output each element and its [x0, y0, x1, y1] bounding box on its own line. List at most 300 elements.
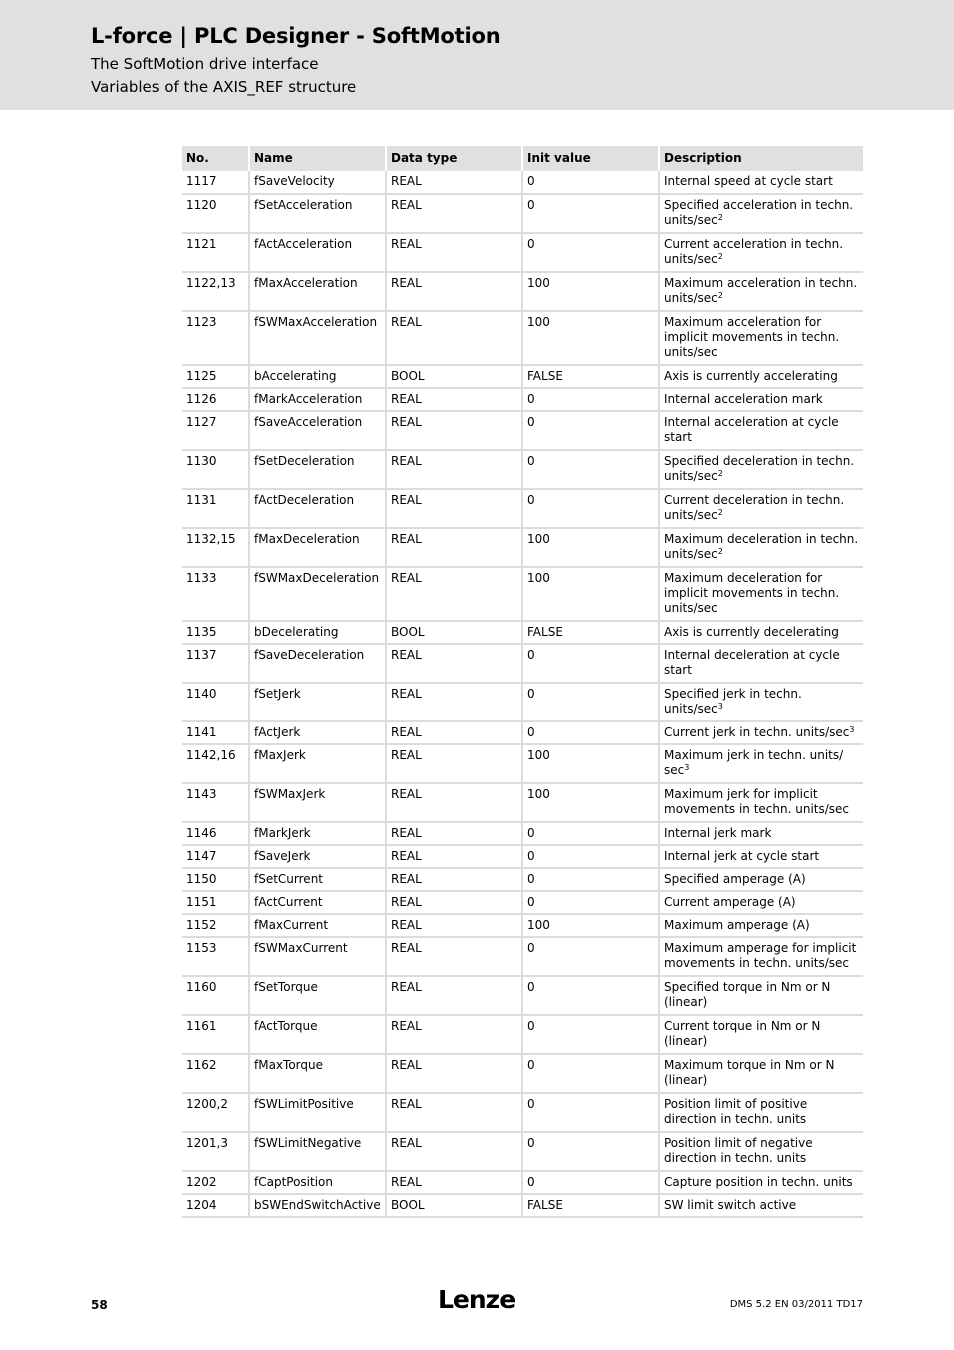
cell-description [659, 683, 863, 721]
cell-data-type-text: REAL [391, 1097, 422, 1111]
cell-name-text: fSWMaxAcceleration [254, 315, 378, 329]
cell-data-type-text: REAL [391, 826, 422, 840]
table-row [182, 171, 863, 194]
cell-name-text: fSaveAcceleration [254, 415, 363, 429]
cell-description [659, 450, 863, 489]
cell-no-text: 1123 [186, 315, 217, 329]
cell-name-text: fSetTorque [254, 980, 318, 994]
cell-init-value-text: 0 [527, 1097, 535, 1111]
cell-description-text: Specified acceleration in techn. units/sec [664, 198, 854, 227]
cell-no-text: 1204 [186, 1198, 217, 1212]
table-row [182, 644, 863, 683]
cell-name-text: fSWLimitPositive [254, 1097, 354, 1111]
cell-no-text: 1153 [186, 941, 217, 955]
cell-init-value [522, 489, 659, 528]
table-row [182, 822, 863, 845]
cell-no-text: 1141 [186, 725, 217, 739]
cell-data-type [386, 976, 522, 1015]
page-number: 58 [91, 1298, 108, 1312]
cell-description [659, 194, 863, 233]
cell-description [659, 1015, 863, 1054]
cell-init-value [522, 272, 659, 311]
cell-name-text: bAccelerating [254, 369, 337, 383]
cell-name-text: fSaveVelocity [254, 174, 335, 188]
cell-name [249, 621, 386, 644]
cell-name-text: fSetDeceleration [254, 454, 355, 468]
table-row [182, 845, 863, 868]
cell-description [659, 171, 863, 194]
cell-description-text: Maximum amperage (A) [664, 918, 810, 932]
cell-no-text: 1152 [186, 918, 217, 932]
cell-data-type [386, 365, 522, 388]
cell-data-type [386, 1132, 522, 1171]
cell-name-text: fActJerk [254, 725, 301, 739]
table-row [182, 450, 863, 489]
cell-data-type-text: REAL [391, 276, 422, 290]
cell-data-type [386, 311, 522, 365]
cell-no [182, 721, 249, 744]
cell-init-value [522, 937, 659, 976]
cell-data-type-text: REAL [391, 918, 422, 932]
cell-name-text: fMarkJerk [254, 826, 311, 840]
cell-description [659, 1132, 863, 1171]
cell-description-text: Internal jerk at cycle start [664, 849, 820, 863]
cell-description [659, 489, 863, 528]
cell-init-value [522, 450, 659, 489]
column-header-description: Description [659, 146, 863, 171]
cell-no [182, 644, 249, 683]
cell-data-type [386, 868, 522, 891]
cell-data-type [386, 411, 522, 450]
cell-name-text: fMaxDeceleration [254, 532, 360, 546]
cell-description [659, 1054, 863, 1093]
cell-name-text: bDecelerating [254, 625, 339, 639]
table-row [182, 194, 863, 233]
cell-init-value [522, 845, 659, 868]
cell-data-type [386, 1171, 522, 1194]
cell-init-value-text: 0 [527, 237, 535, 251]
cell-init-value-text: 0 [527, 198, 535, 212]
cell-description-text: Specified torque in Nm or N (linear) [664, 980, 831, 1009]
cell-data-type-text: REAL [391, 454, 422, 468]
cell-init-value-text: 0 [527, 725, 535, 739]
cell-name [249, 365, 386, 388]
cell-name [249, 914, 386, 937]
cell-init-value [522, 644, 659, 683]
cell-data-type-text: REAL [391, 392, 422, 406]
column-header-data-type: Data type [386, 146, 522, 171]
cell-data-type-text: REAL [391, 1058, 422, 1072]
cell-init-value-text: 0 [527, 1175, 535, 1189]
cell-init-value-text: 0 [527, 1058, 535, 1072]
cell-init-value-text: 100 [527, 315, 550, 329]
cell-description [659, 621, 863, 644]
cell-name-text: fActTorque [254, 1019, 318, 1033]
cell-no [182, 171, 249, 194]
cell-data-type [386, 489, 522, 528]
exponent-superscript: 2 [717, 213, 723, 222]
cell-init-value [522, 744, 659, 783]
exponent-superscript: 2 [717, 508, 723, 517]
cell-data-type [386, 644, 522, 683]
cell-name [249, 744, 386, 783]
cell-description-text: Maximum acceleration for implicit movements in techn. units/sec [664, 315, 840, 359]
cell-description [659, 914, 863, 937]
cell-name-text: fActAcceleration [254, 237, 353, 251]
cell-data-type [386, 914, 522, 937]
cell-name-text: fSWMaxJerk [254, 787, 326, 801]
cell-name [249, 1015, 386, 1054]
table-header-row [182, 146, 863, 171]
cell-init-value [522, 621, 659, 644]
cell-description-text: Internal speed at cycle start [664, 174, 833, 188]
cell-description [659, 644, 863, 683]
cell-data-type [386, 621, 522, 644]
cell-name-text: fActDeceleration [254, 493, 355, 507]
cell-description [659, 311, 863, 365]
cell-no [182, 683, 249, 721]
document-id: DMS 5.2 EN 03/2011 TD17 [729, 1299, 863, 1310]
cell-no [182, 1054, 249, 1093]
cell-data-type-text: REAL [391, 571, 422, 585]
table-row [182, 311, 863, 365]
cell-init-value [522, 311, 659, 365]
cell-name [249, 868, 386, 891]
cell-init-value-text: 0 [527, 415, 535, 429]
cell-description [659, 976, 863, 1015]
cell-init-value [522, 1054, 659, 1093]
cell-data-type-text: REAL [391, 648, 422, 662]
cell-init-value [522, 233, 659, 272]
cell-description-text: Internal jerk mark [664, 826, 772, 840]
table-row [182, 1054, 863, 1093]
cell-data-type-text: REAL [391, 1136, 422, 1150]
cell-init-value-text: 0 [527, 872, 535, 886]
cell-name [249, 1171, 386, 1194]
cell-name [249, 311, 386, 365]
cell-init-value-text: 0 [527, 849, 535, 863]
table-row [182, 489, 863, 528]
cell-init-value-text: 100 [527, 918, 550, 932]
cell-no-text: 1143 [186, 787, 217, 801]
cell-init-value-text: 0 [527, 174, 535, 188]
table-row [182, 1093, 863, 1132]
cell-no [182, 1171, 249, 1194]
cell-no [182, 822, 249, 845]
cell-description [659, 721, 863, 744]
table-row [182, 683, 863, 721]
cell-description [659, 411, 863, 450]
cell-name-text: bSWEndSwitchActive [254, 1198, 381, 1212]
table-row [182, 937, 863, 976]
cell-data-type-text: REAL [391, 493, 422, 507]
cell-no-text: 1126 [186, 392, 217, 406]
cell-data-type [386, 1093, 522, 1132]
table-row [182, 891, 863, 914]
table-row [182, 567, 863, 621]
table-row [182, 621, 863, 644]
cell-name-text: fSetJerk [254, 687, 301, 701]
cell-no [182, 272, 249, 311]
cell-description-text: Internal deceleration at cycle start [664, 648, 840, 677]
cell-no [182, 528, 249, 567]
cell-description [659, 1171, 863, 1194]
cell-name-text: fSWMaxDeceleration [254, 571, 380, 585]
cell-description-text: Current torque in Nm or N (linear) [664, 1019, 821, 1048]
cell-name-text: fActCurrent [254, 895, 323, 909]
cell-no [182, 744, 249, 783]
cell-name [249, 1132, 386, 1171]
cell-name [249, 388, 386, 411]
cell-no [182, 365, 249, 388]
table-body [182, 171, 863, 1217]
cell-init-value-text: 0 [527, 493, 535, 507]
cell-no-text: 1200,2 [186, 1097, 228, 1111]
cell-data-type [386, 822, 522, 845]
table-row [182, 272, 863, 311]
cell-description-text: Current deceleration in techn. units/sec [664, 493, 845, 522]
cell-name [249, 171, 386, 194]
cell-description [659, 744, 863, 783]
cell-name-text: fMarkAcceleration [254, 392, 363, 406]
cell-data-type-text: REAL [391, 315, 422, 329]
cell-no-text: 1133 [186, 571, 217, 585]
cell-data-type-text: REAL [391, 1019, 422, 1033]
cell-init-value [522, 528, 659, 567]
cell-data-type [386, 891, 522, 914]
cell-data-type [386, 683, 522, 721]
cell-no [182, 489, 249, 528]
cell-init-value-text: 0 [527, 648, 535, 662]
table-row [182, 868, 863, 891]
cell-data-type [386, 388, 522, 411]
table-row [182, 914, 863, 937]
cell-init-value-text: 0 [527, 941, 535, 955]
cell-init-value-text: 100 [527, 787, 550, 801]
cell-description-text: Position limit of negative direction in techn. units [664, 1136, 813, 1165]
cell-no-text: 1140 [186, 687, 217, 701]
cell-no [182, 621, 249, 644]
cell-description [659, 822, 863, 845]
cell-data-type [386, 721, 522, 744]
cell-data-type-text: REAL [391, 415, 422, 429]
table-row [182, 1194, 863, 1217]
cell-name [249, 822, 386, 845]
table-row [182, 783, 863, 822]
cell-name-text: fSaveDeceleration [254, 648, 365, 662]
cell-description [659, 1194, 863, 1217]
cell-init-value [522, 721, 659, 744]
cell-name-text: fMaxCurrent [254, 918, 329, 932]
cell-init-value-text: 0 [527, 687, 535, 701]
variables-table-container [182, 146, 863, 1218]
cell-description [659, 845, 863, 868]
cell-no [182, 891, 249, 914]
table-row [182, 744, 863, 783]
cell-description-text: Maximum jerk in techn. units/ sec [664, 748, 844, 777]
cell-no-text: 1147 [186, 849, 217, 863]
cell-data-type [386, 272, 522, 311]
cell-description-text: Position limit of positive direction in techn. units [664, 1097, 808, 1126]
cell-no-text: 1142,16 [186, 748, 236, 762]
cell-data-type-text: BOOL [391, 1198, 425, 1212]
cell-description [659, 567, 863, 621]
cell-description-text: Axis is currently accelerating [664, 369, 838, 383]
cell-init-value [522, 365, 659, 388]
column-header-no: No. [182, 146, 249, 171]
cell-description-text: Maximum deceleration in techn. units/sec [664, 532, 859, 561]
cell-data-type [386, 937, 522, 976]
cell-name [249, 1194, 386, 1217]
cell-data-type [386, 450, 522, 489]
cell-init-value-text: 100 [527, 276, 550, 290]
table-row [182, 1132, 863, 1171]
cell-init-value [522, 976, 659, 1015]
cell-no-text: 1202 [186, 1175, 217, 1189]
cell-name [249, 489, 386, 528]
cell-no-text: 1121 [186, 237, 217, 251]
cell-init-value [522, 1015, 659, 1054]
cell-description-text: Maximum acceleration in techn. units/sec [664, 276, 858, 305]
cell-init-value-text: 0 [527, 392, 535, 406]
cell-name-text: fMaxJerk [254, 748, 306, 762]
cell-data-type [386, 233, 522, 272]
table-row [182, 976, 863, 1015]
cell-init-value-text: 0 [527, 895, 535, 909]
cell-no [182, 411, 249, 450]
cell-data-type [386, 1054, 522, 1093]
exponent-superscript: 2 [717, 547, 723, 556]
table-row [182, 388, 863, 411]
cell-data-type [386, 171, 522, 194]
cell-no-text: 1135 [186, 625, 217, 639]
cell-name [249, 721, 386, 744]
cell-name [249, 528, 386, 567]
cell-description [659, 388, 863, 411]
cell-init-value-text: 0 [527, 826, 535, 840]
cell-no [182, 1132, 249, 1171]
cell-data-type [386, 1015, 522, 1054]
cell-name-text: fMaxTorque [254, 1058, 323, 1072]
cell-data-type-text: REAL [391, 1175, 422, 1189]
cell-name [249, 233, 386, 272]
cell-no [182, 1194, 249, 1217]
cell-data-type [386, 567, 522, 621]
cell-no [182, 388, 249, 411]
cell-init-value [522, 567, 659, 621]
cell-init-value [522, 1132, 659, 1171]
cell-name [249, 567, 386, 621]
cell-description-text: Internal acceleration at cycle start [664, 415, 839, 444]
cell-no-text: 1127 [186, 415, 217, 429]
document-title: L-force | PLC Designer - SoftMotion [91, 24, 501, 48]
cell-description-text: SW limit switch active [664, 1198, 797, 1212]
cell-no-text: 1137 [186, 648, 217, 662]
page-header [0, 0, 954, 110]
cell-data-type-text: REAL [391, 980, 422, 994]
cell-name [249, 1054, 386, 1093]
exponent-superscript: 3 [849, 725, 855, 734]
cell-no-text: 1201,3 [186, 1136, 228, 1150]
cell-data-type-text: REAL [391, 872, 422, 886]
cell-no-text: 1146 [186, 826, 217, 840]
cell-description [659, 233, 863, 272]
cell-description-text: Specified jerk in techn. units/sec [664, 687, 802, 716]
cell-name [249, 272, 386, 311]
cell-data-type-text: REAL [391, 532, 422, 546]
cell-name-text: fSWLimitNegative [254, 1136, 362, 1150]
cell-init-value [522, 1093, 659, 1132]
cell-name [249, 891, 386, 914]
cell-init-value [522, 891, 659, 914]
cell-description [659, 365, 863, 388]
cell-no [182, 914, 249, 937]
cell-no-text: 1160 [186, 980, 217, 994]
cell-no [182, 976, 249, 1015]
cell-init-value-text: 0 [527, 1019, 535, 1033]
cell-no-text: 1125 [186, 369, 217, 383]
cell-data-type [386, 783, 522, 822]
cell-name [249, 783, 386, 822]
cell-data-type-text: REAL [391, 748, 422, 762]
column-header-init-value: Init value [522, 146, 659, 171]
cell-description-text: Current jerk in techn. units/sec [664, 725, 850, 739]
cell-data-type-text: REAL [391, 787, 422, 801]
cell-name [249, 683, 386, 721]
cell-init-value [522, 411, 659, 450]
cell-name [249, 194, 386, 233]
cell-description-text: Maximum deceleration for implicit movements in techn. units/sec [664, 571, 840, 615]
cell-data-type-text: BOOL [391, 625, 425, 639]
cell-init-value [522, 1194, 659, 1217]
exponent-superscript: 2 [717, 469, 723, 478]
variables-table [182, 146, 863, 1218]
column-header-name: Name [249, 146, 386, 171]
cell-init-value [522, 868, 659, 891]
cell-no-text: 1117 [186, 174, 217, 188]
cell-no-text: 1122,13 [186, 276, 236, 290]
section-title: Variables of the AXIS_REF structure [91, 78, 357, 96]
cell-description [659, 1093, 863, 1132]
table-row [182, 411, 863, 450]
cell-data-type-text: REAL [391, 174, 422, 188]
cell-data-type-text: REAL [391, 725, 422, 739]
chapter-title: The SoftMotion drive interface [91, 55, 319, 73]
cell-no [182, 845, 249, 868]
cell-no-text: 1130 [186, 454, 217, 468]
cell-init-value-text: 100 [527, 748, 550, 762]
cell-data-type [386, 845, 522, 868]
cell-name [249, 845, 386, 868]
cell-no [182, 233, 249, 272]
cell-name-text: fCaptPosition [254, 1175, 334, 1189]
cell-data-type-text: REAL [391, 849, 422, 863]
cell-no [182, 937, 249, 976]
cell-no-text: 1131 [186, 493, 217, 507]
cell-data-type [386, 1194, 522, 1217]
cell-no-text: 1151 [186, 895, 217, 909]
cell-init-value-text: FALSE [527, 369, 563, 383]
exponent-superscript: 3 [717, 702, 723, 711]
cell-description-text: Current amperage (A) [664, 895, 796, 909]
cell-description-text: Specified amperage (A) [664, 872, 806, 886]
table-row [182, 721, 863, 744]
cell-no [182, 783, 249, 822]
cell-no [182, 567, 249, 621]
table-row [182, 1015, 863, 1054]
lenze-logo: Lenze [438, 1285, 516, 1314]
cell-init-value-text: 0 [527, 980, 535, 994]
